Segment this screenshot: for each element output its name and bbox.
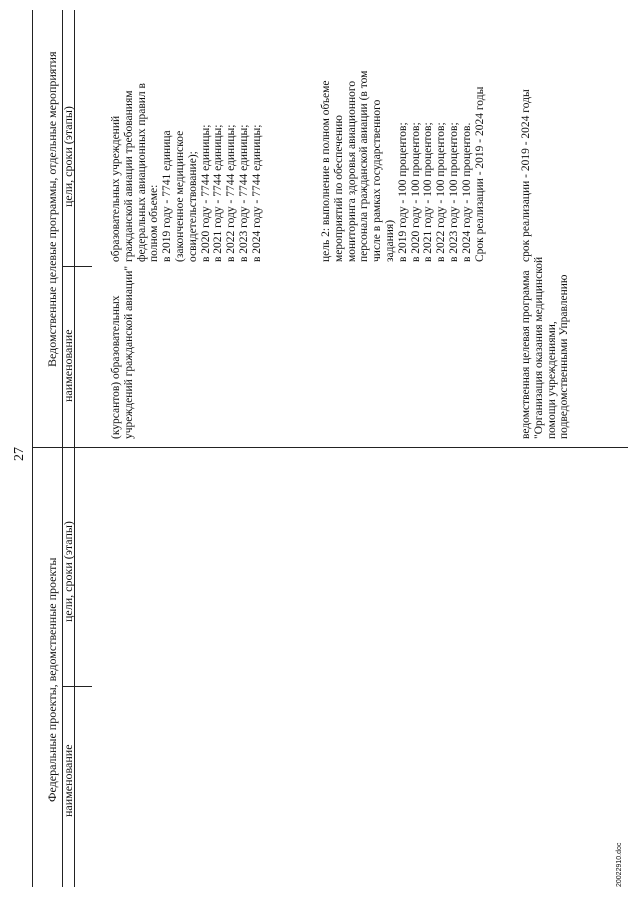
left-col-divider [62, 686, 92, 687]
header-name-left: наименование [61, 744, 75, 817]
group-divider [32, 447, 628, 448]
header-goals-left: цели, сроки (этапы) [61, 521, 75, 622]
header-federal-projects: Федеральные проекты, ведомственные проекты [45, 557, 59, 802]
page-number: 27 [12, 447, 27, 461]
header-name-right: наименование [61, 329, 75, 402]
header-goals-right: цели, сроки (этапы) [61, 106, 75, 207]
row1-goals: образовательных учреждений гражданской авиации требованиям федеральных авиационных правил в полном объеме: в 2019 году - 7741 единица (законченное медицинское освидетельствование); в 2020 году - 7744 единицы; в 2021 году - 7744 единицы; в 2022 году - 7744 единицы; в 2023 году - 7744 единицы; в 2024 году - 7744 единицы; [110, 83, 263, 262]
row2-goals: срок реализации - 2019 - 2024 годы [520, 89, 532, 262]
row1-name: (курсантов) образовательных учреждений гражданской авиации" [110, 265, 135, 439]
header-departmental-programs: Ведомственные целевые программы, отдельные мероприятия [45, 51, 59, 367]
row2-name: ведомственная целевая программа "Организация оказания медицинской помощи учреждениями, подведомственными Управлению [520, 256, 571, 439]
rotated-document-page [10, 10, 628, 887]
table-top-border [32, 10, 33, 887]
row1-goal2: цель 2: выполнение в полном объеме мероприятий по обеспечению мониторинга здоровья авиационного персонала гражданской авиации (в том числе в рамках государственного задания) в 2019 году - 100 процентов; в 2020 году - 100 процентов; в 2021 году - 100 процентов; в 2022 году - 100 процентов; в 2023 году - 100 процентов; в 2024 году - 100 процентов. Срок реализации - 2019 - 2024 годы [320, 70, 486, 262]
right-col-divider [62, 266, 92, 267]
footer-file-code: 20022910.doc [616, 842, 623, 887]
